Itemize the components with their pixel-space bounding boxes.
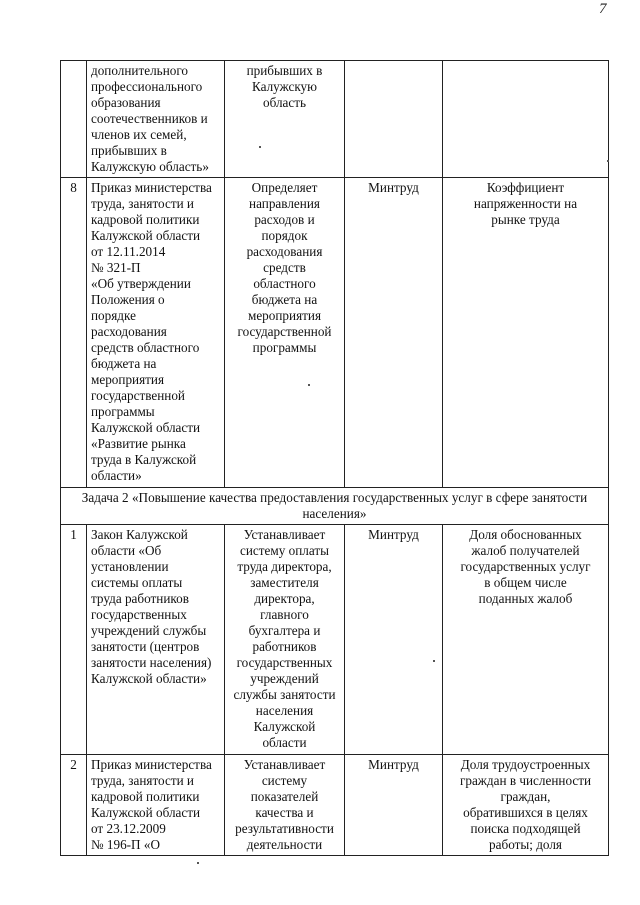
table-row — [61, 178, 609, 488]
document-purpose: Устанавливает систему показателей качества и результативности деятельности — [225, 755, 345, 856]
executor: Минтруд — [345, 525, 443, 755]
document-title: Приказ министерства труда, занятости и кадровой политики Калужской области от 23.12.2009 № 196-П «О — [87, 755, 225, 856]
document-title: дополнительного профессионального образования соотечественников и членов их семей, прибывших в Калужскую область» — [87, 61, 225, 178]
page-number-mark: 7 — [599, 1, 607, 17]
document-title: Приказ министерства труда, занятости и кадровой политики Калужской области от 12.11.2014 № 321-П «Об утверждении Положения о порядке расходования средств областного бюджета на мероприятия государственной программы Калужской области «Развитие рынка труда в Калужской области» — [87, 178, 225, 488]
row-number: 8 — [61, 178, 87, 488]
scan-speck — [197, 862, 199, 864]
row-number: 2 — [61, 755, 87, 856]
section-heading: Задача 2 «Повышение качества предоставления государственных услуг в сфере занятости населения» — [61, 488, 609, 525]
table-row — [61, 61, 609, 178]
document-purpose: Устанавливает систему оплаты труда директора, заместителя директора, главного бухгалтера и работников государственных учреждений службы занятости населения Калужской области — [225, 525, 345, 755]
target-indicator: Коэффициент напряженности на рынке труда — [443, 178, 609, 488]
target-indicator — [443, 61, 609, 178]
document-purpose: Определяет направления расходов и порядок расходования средств областного бюджета на мероприятия государственной программы — [225, 178, 345, 488]
row-number — [61, 61, 87, 178]
target-indicator: Доля трудоустроенных граждан в численности граждан, обратившихся в целях поиска подходящей работы; доля — [443, 755, 609, 856]
executor: Минтруд — [345, 178, 443, 488]
executor — [345, 61, 443, 178]
section-row — [61, 488, 609, 525]
legal-documents-table — [60, 60, 609, 856]
row-number: 1 — [61, 525, 87, 755]
scan-speck — [308, 384, 310, 386]
scan-speck — [607, 160, 609, 162]
target-indicator: Доля обоснованных жалоб получателей государственных услуг в общем числе поданных жалоб — [443, 525, 609, 755]
scan-speck — [433, 660, 435, 662]
table-row — [61, 525, 609, 755]
table-row — [61, 755, 609, 856]
document-title: Закон Калужской области «Об установлении системы оплаты труда работников государственных учреждений службы занятости (центров занятости населения) Калужской области» — [87, 525, 225, 755]
executor: Минтруд — [345, 755, 443, 856]
document-purpose: прибывших в Калужскую область — [225, 61, 345, 178]
scan-speck — [259, 146, 261, 148]
